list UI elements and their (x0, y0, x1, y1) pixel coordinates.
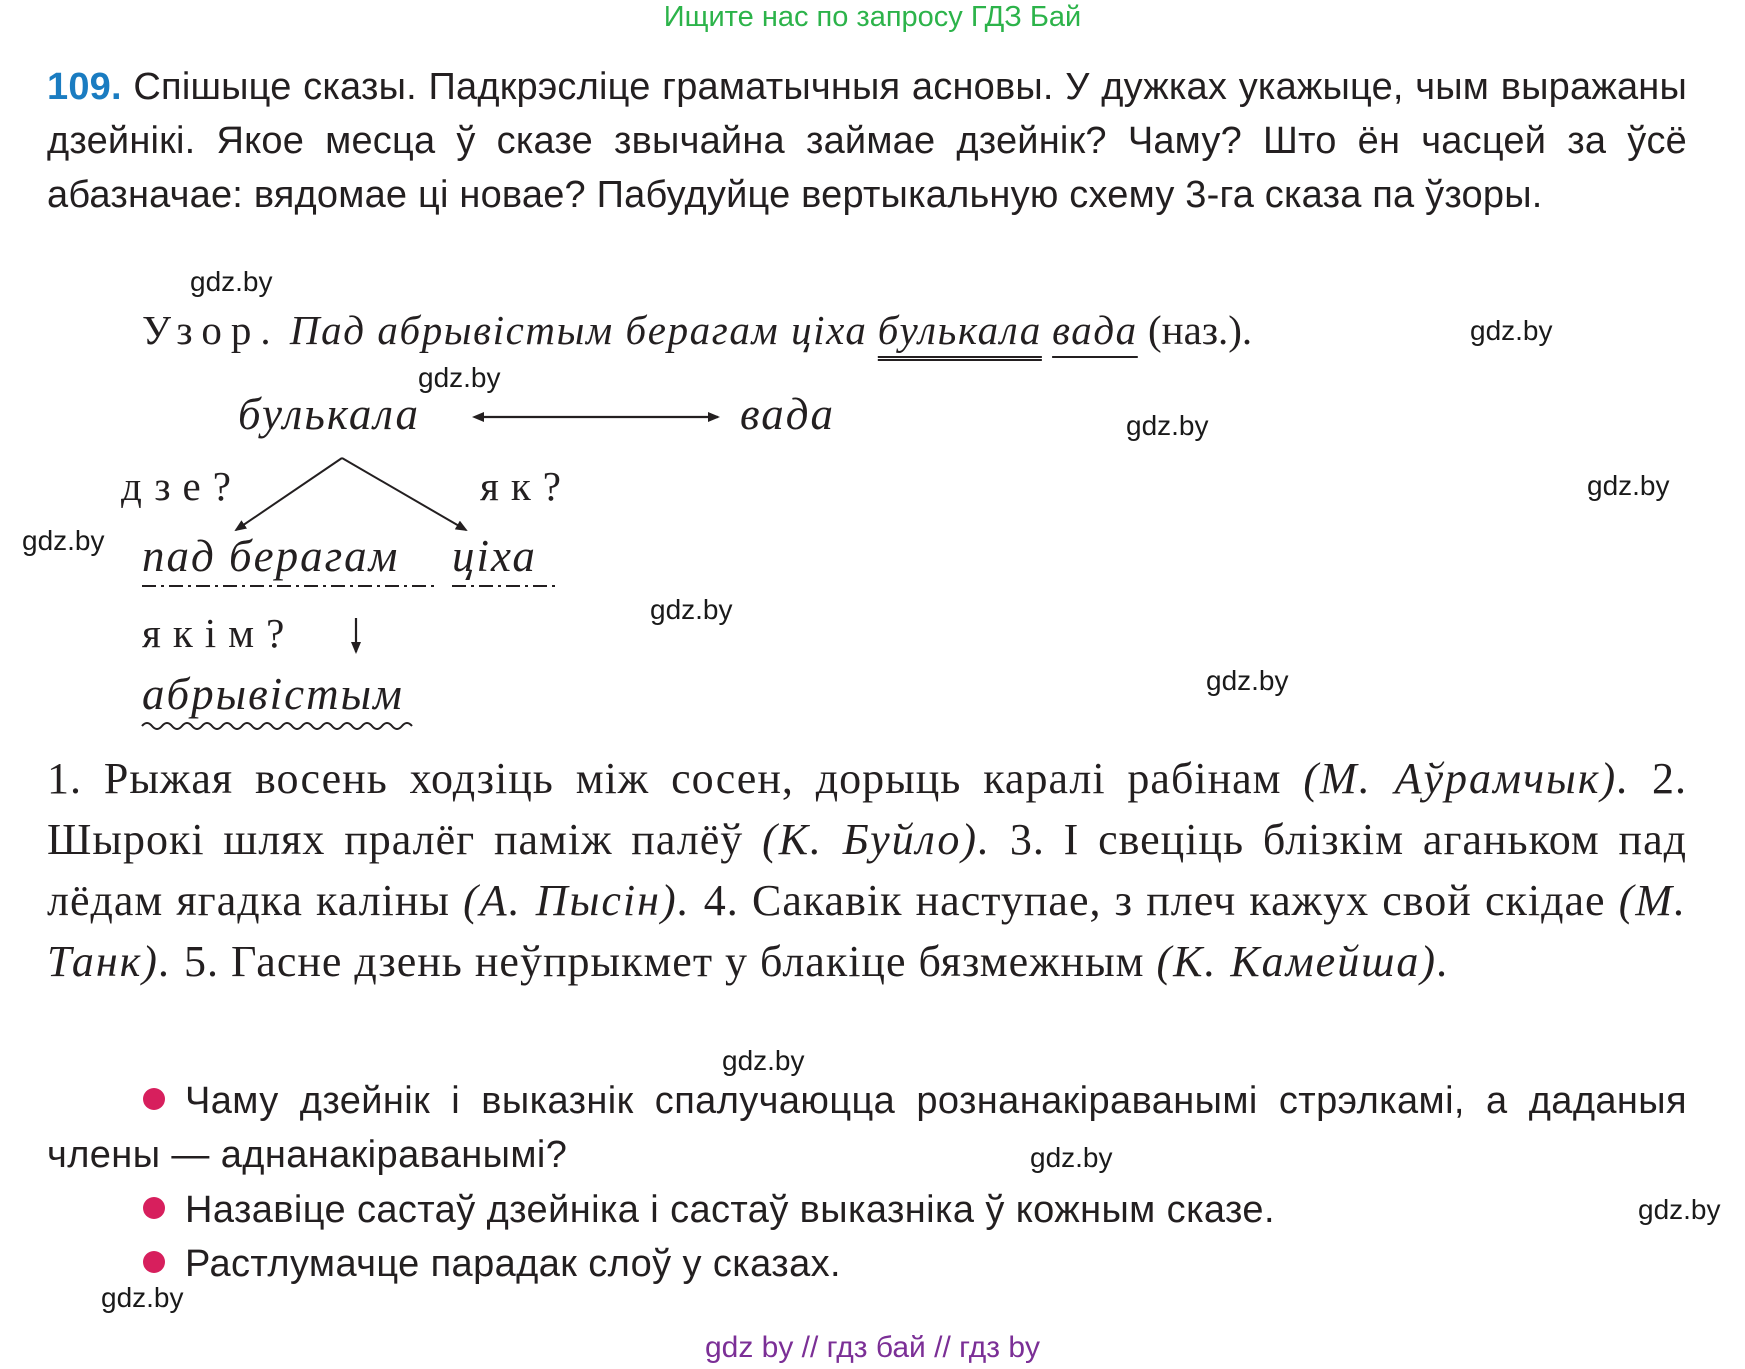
arrow-right-down-icon (342, 458, 466, 530)
pattern-predicate: булькала (877, 307, 1042, 353)
sentence-text: І свеціць блізкім аганьком пад лёдам ягадка каліны (47, 815, 1688, 925)
bullet-icon (143, 1088, 165, 1110)
sentence-text: Рыжая восень ходзіць між сосен, дорыць каралі рабінам (103, 754, 1282, 803)
watermark: gdz.by (418, 362, 501, 393)
sentence-text: Сакавік наступае, з плеч кажух свой скідае (751, 876, 1606, 925)
watermark: gdz.by (101, 1282, 184, 1313)
diagram-question-how: як? (480, 463, 573, 509)
watermark: gdz.by (1030, 1142, 1113, 1173)
sentence-author: (А. Пысін). (463, 876, 691, 925)
sentences-block (47, 748, 1687, 992)
arrow-left-down-icon (236, 458, 342, 530)
footer-links[interactable]: gdz by // гдз бай // гдз by (704, 1331, 1041, 1364)
question-text: Растлумачце парадак слоў у сказах. (185, 1243, 841, 1285)
bullet-icon (143, 1251, 165, 1273)
sentence-text: Гасне дзень неўпрыкмет у блакіце бязмежным (230, 937, 1145, 986)
bullet-icon (143, 1197, 165, 1219)
diagram-predicate: булькала (238, 389, 421, 439)
sentence-number: 4. (703, 876, 739, 925)
task-number: 109. (47, 66, 122, 108)
watermark: gdz.by (1206, 665, 1289, 696)
search-hint-link[interactable]: Ищите нас по запросу ГДЗ Бай (663, 1, 1082, 33)
pattern-label: Узор. (142, 307, 280, 353)
sentence-number: 1. (47, 754, 82, 803)
diagram-manner: ціха (452, 531, 537, 581)
diagram-question-which: якім? (142, 610, 297, 656)
watermark: gdz.by (1126, 410, 1209, 441)
watermark: gdz.by (1587, 470, 1670, 501)
watermark: gdz.by (1638, 1194, 1721, 1225)
question-text: Чаму дзейнік і выказнік спалучаюцца рознанакіраванымі стрэлкамі, а даданыя члены — аднанакіраванымі? (47, 1080, 1687, 1176)
watermark: gdz.by (1470, 315, 1553, 346)
sentence-number: 2. (1652, 754, 1687, 803)
sentence-number: 5. (183, 937, 219, 986)
question-item (47, 1237, 1687, 1291)
question-text: Назавіце састаў дзейніка і састаў выказніка ў кожным сказе. (185, 1189, 1275, 1231)
sentence-author: (М. Аўрамчык). (1303, 754, 1631, 803)
diagram-question-where: дзе? (121, 463, 243, 509)
watermark: gdz.by (722, 1045, 805, 1076)
pattern-subject: вада (1052, 307, 1138, 353)
diagram-adverbial: пад берагам (142, 531, 400, 581)
watermark: gdz.by (190, 266, 273, 297)
watermark: gdz.by (650, 594, 733, 625)
question-item (47, 1074, 1687, 1182)
diagram-attribute: абрывістым (142, 669, 404, 719)
pattern-note: (наз.). (1148, 307, 1253, 353)
question-item (47, 1183, 1687, 1237)
sentence-number: 3. (1009, 815, 1045, 864)
sentence-author: (К. Камейша). (1156, 937, 1451, 986)
sentence-author: (М. Танк). (47, 876, 1688, 986)
diagram-subject: вада (740, 389, 835, 439)
sentence-author: (К. Буйло). (762, 815, 992, 864)
wavy-underline (142, 723, 412, 729)
sentence-text: Шырокі шлях пралёг паміж палёў (47, 815, 744, 864)
task-text: Спішыце сказы. Падкрэсліце граматычныя асновы. У дужках укажыце, чым выражаны дзейнікі. Якое месца ў сказе звычайна займае дзейнік? Чаму? Што ён часцей за ўсё абазначае: вядомае ці новае? Пабудуйце вертыкальную схему 3-га сказа па ўзоры. (47, 66, 1687, 216)
pattern-sentence-start: Пад абрывістым берагам ціха (289, 307, 868, 353)
watermark: gdz.by (22, 525, 105, 556)
